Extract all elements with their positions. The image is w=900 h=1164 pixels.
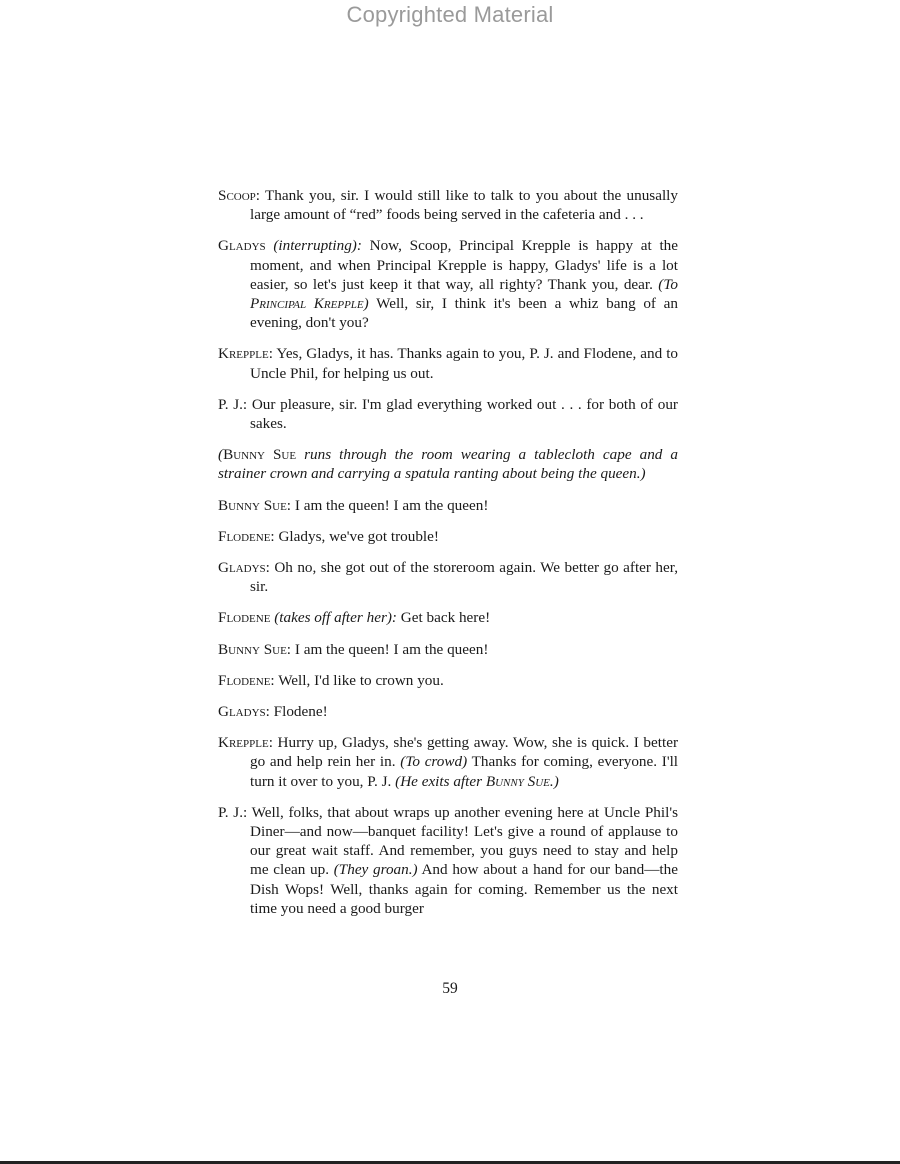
dialogue-text: I am the queen! I am the queen!: [294, 496, 489, 514]
stage-open-paren: (: [218, 446, 224, 464]
speaker-name: Krepple:: [218, 345, 273, 363]
stage-direction: (takes off after her):: [274, 609, 397, 627]
dialogue-line: [218, 733, 678, 791]
stage-direction-name: Bunny Sue.): [485, 772, 559, 790]
dialogue-line: [218, 344, 678, 382]
dialogue-text: Oh no, she got out of the storeroom again. We better go after her, sir.: [250, 559, 678, 596]
dialogue-text: Get back here!: [400, 609, 491, 627]
dialogue-line: [218, 671, 678, 690]
dialogue-text: Yes, Gladys, it has. Thanks again to you, P. J. and Flodene, and to Uncle Phil, for helping us out.: [250, 345, 679, 382]
dialogue-text: Well, I'd like to crown you.: [278, 671, 444, 689]
dialogue-text: Well, folks, that about wraps up another evening here at Uncle Phil's Diner—and now—banquet facility! Let's give a round of applause to our great wait staff. And remember, you guys need to stay and help me clean up.: [250, 803, 678, 879]
copyright-watermark: Copyrighted Material: [346, 2, 554, 27]
dialogue-text: Thank you, sir. I would still like to talk to you about the unusally large amount of “red” foods being served in the cafeteria and . . .: [250, 187, 678, 224]
dialogue-text: I am the queen! I am the queen!: [294, 640, 489, 658]
dialogue-line: [218, 640, 678, 659]
speaker-name: Bunny Sue:: [218, 640, 292, 658]
dialogue-text: Hurry up, Gladys, she's getting away. Wow, she is quick. I better go and help rein her in.: [250, 734, 678, 771]
stage-direction-text: runs through the room wearing a tablecloth cape and a strainer crown and carrying a spatula ranting about being the queen.): [218, 446, 678, 483]
dialogue-line: [218, 702, 678, 721]
dialogue-text: Thanks for coming, everyone. I'll turn it over to you, P. J.: [250, 753, 679, 790]
dialogue-text: Gladys, we've got trouble!: [278, 527, 439, 545]
speaker-name: Gladys:: [218, 703, 270, 721]
dialogue-text: Our pleasure, sir. I'm glad everything worked out . . . for both of our sakes.: [250, 395, 678, 433]
dialogue-line: [218, 395, 678, 433]
stage-direction: (To crowd): [400, 753, 468, 771]
dialogue-text: Well, sir, I think it's been a whiz bang of an evening, don't you?: [250, 295, 678, 332]
dialogue-line: [218, 496, 678, 515]
stage-direction: (He exits after: [395, 772, 483, 790]
script-page: [218, 186, 678, 930]
speaker-name: P. J.:: [218, 395, 248, 413]
dialogue-text: Flodene!: [273, 703, 328, 721]
speaker-name: Gladys:: [218, 559, 270, 577]
stage-character-name: Bunny Sue: [223, 446, 297, 464]
dialogue-line: [218, 803, 678, 918]
speaker-name: Scoop:: [218, 187, 261, 204]
speaker-name: Krepple:: [218, 734, 273, 752]
speaker-name: Bunny Sue:: [218, 496, 292, 514]
speaker-name: P. J.:: [218, 803, 248, 821]
dialogue-line: [218, 558, 678, 596]
page-number: 59: [442, 980, 458, 997]
dialogue-line: [218, 527, 678, 546]
dialogue-line: [218, 186, 678, 224]
stage-direction-paragraph: [218, 445, 678, 483]
dialogue-text: And how about a hand for our band—the Dish Wops! Well, thanks again for coming. Remember us the next time you need a good burger: [250, 861, 678, 917]
dialogue-line: [218, 236, 678, 332]
stage-direction: (interrupting):: [273, 237, 362, 255]
speaker-name: Flodene:: [218, 671, 275, 689]
dialogue-text: Now, Scoop, Principal Krepple is happy at the moment, and when Principal Krepple is happy, Gladys' life is a lot easier, so let's just keep it that way, all righty? Thank you, dear.: [250, 237, 678, 293]
stage-direction: (They groan.): [333, 861, 418, 879]
speaker-name: Flodene:: [218, 527, 275, 545]
speaker-name: Flodene: [218, 609, 271, 627]
dialogue-line: [218, 608, 678, 627]
stage-direction-name: Principal Krepple): [250, 295, 369, 313]
stage-direction: (To: [658, 275, 678, 293]
speaker-name: Gladys: [218, 237, 266, 255]
